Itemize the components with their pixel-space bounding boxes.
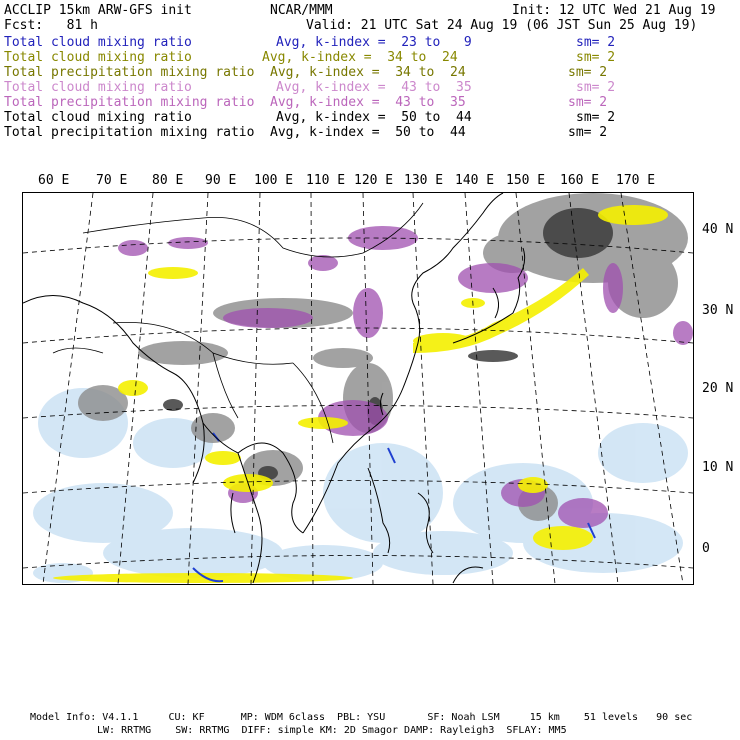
lat-label: 40 N bbox=[702, 222, 734, 237]
field-sm: sm= 2 bbox=[568, 65, 608, 80]
lon-label: 70 E bbox=[96, 173, 128, 188]
field-avg: Avg, k-index = 50 to 44 bbox=[276, 110, 472, 125]
model-title: ACCLIP 15km ARW-GFS init bbox=[4, 3, 192, 18]
field-name: Total cloud mixing ratio bbox=[4, 35, 192, 50]
lon-label: 150 E bbox=[506, 173, 546, 188]
init-time: Init: 12 UTC Wed 21 Aug 19 bbox=[512, 3, 716, 18]
lat-label: 0 bbox=[702, 541, 710, 556]
field-name: Total precipitation mixing ratio bbox=[4, 95, 255, 110]
field-sm: sm= 2 bbox=[568, 95, 608, 110]
field-avg: Avg, k-index = 50 to 44 bbox=[270, 125, 466, 140]
map-canvas bbox=[23, 193, 693, 584]
field-sm: sm= 2 bbox=[568, 125, 608, 140]
lon-label: 100 E bbox=[254, 173, 294, 188]
field-avg: Avg, k-index = 43 to 35 bbox=[276, 80, 472, 95]
lon-label: 160 E bbox=[560, 173, 600, 188]
model-info-line1: Model Info: V4.1.1 CU: KF MP: WDM 6class PBL: YSU SF: Noah LSM 15 km 51 levels 90 sec bbox=[30, 712, 693, 723]
lon-label: 120 E bbox=[354, 173, 394, 188]
field-name: Total cloud mixing ratio bbox=[4, 50, 192, 65]
lat-label: 30 N bbox=[702, 303, 734, 318]
field-avg: Avg, k-index = 23 to 9 bbox=[276, 35, 472, 50]
organization-label: NCAR/MMM bbox=[270, 3, 333, 18]
lon-label: 140 E bbox=[455, 173, 495, 188]
lon-label: 60 E bbox=[38, 173, 70, 188]
field-avg: Avg, k-index = 34 to 24 bbox=[262, 50, 458, 65]
field-sm: sm= 2 bbox=[576, 80, 616, 95]
lat-label: 20 N bbox=[702, 381, 734, 396]
field-name: Total precipitation mixing ratio bbox=[4, 125, 255, 140]
field-sm: sm= 2 bbox=[576, 110, 616, 125]
field-avg: Avg, k-index = 43 to 35 bbox=[270, 95, 466, 110]
lon-label: 80 E bbox=[152, 173, 184, 188]
field-avg: Avg, k-index = 34 to 24 bbox=[270, 65, 466, 80]
lon-label: 90 E bbox=[205, 173, 237, 188]
lat-label: 10 N bbox=[702, 460, 734, 475]
lon-label: 110 E bbox=[306, 173, 346, 188]
forecast-hour: Fcst: 81 h bbox=[4, 18, 98, 33]
field-name: Total cloud mixing ratio bbox=[4, 80, 192, 95]
field-sm: sm= 2 bbox=[576, 35, 616, 50]
lon-label: 170 E bbox=[616, 173, 656, 188]
field-name: Total cloud mixing ratio bbox=[4, 110, 192, 125]
field-name: Total precipitation mixing ratio bbox=[4, 65, 255, 80]
forecast-map bbox=[22, 192, 694, 585]
field-sm: sm= 2 bbox=[576, 50, 616, 65]
valid-time: Valid: 21 UTC Sat 24 Aug 19 (06 JST Sun 25 Aug 19) bbox=[306, 18, 698, 33]
model-info-line2: LW: RRTMG SW: RRTMG DIFF: simple KM: 2D Smagor DAMP: Rayleigh3 SFLAY: MM5 bbox=[97, 725, 567, 736]
lon-label: 130 E bbox=[404, 173, 444, 188]
